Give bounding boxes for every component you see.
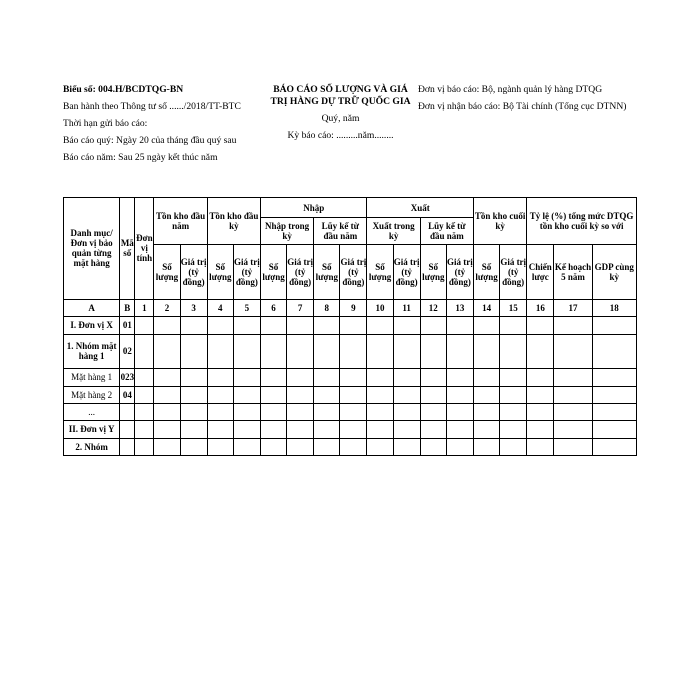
empty-cell xyxy=(474,386,500,403)
empty-cell xyxy=(446,317,473,334)
grp-ratio-header: Tỷ lệ (%) tổng mức DTQG tồn kho cuối kỳ so với xyxy=(527,198,637,245)
index-cell: 2 xyxy=(154,299,180,316)
empty-cell xyxy=(340,334,367,369)
empty-cell xyxy=(592,334,636,369)
empty-cell xyxy=(446,334,473,369)
empty-cell xyxy=(420,334,446,369)
sub-val-header: Giá trị (tỷ đồng) xyxy=(180,244,207,299)
report-title: BÁO CÁO SỐ LƯỢNG VÀ GIÁ TRỊ HÀNG DỰ TRỮ QUỐC GIA xyxy=(270,84,411,107)
index-row xyxy=(64,299,637,316)
empty-cell xyxy=(393,386,420,403)
empty-cell xyxy=(314,334,340,369)
empty-cell xyxy=(393,438,420,455)
sub-val-header: Giá trị (tỷ đồng) xyxy=(500,244,527,299)
empty-cell xyxy=(180,403,207,420)
empty-cell xyxy=(527,334,554,369)
empty-cell xyxy=(527,369,554,386)
grp-import-header: Nhập xyxy=(260,198,367,218)
empty-cell xyxy=(340,421,367,438)
index-cell: B xyxy=(120,299,135,316)
empty-cell xyxy=(592,403,636,420)
row-label: 2. Nhóm xyxy=(64,438,120,455)
index-cell: 18 xyxy=(592,299,636,316)
sub-plan-header: Kế hoạch 5 năm xyxy=(554,244,592,299)
empty-cell xyxy=(367,386,393,403)
grp-opening-header: Tồn kho đầu năm xyxy=(154,198,207,245)
issued-by: Ban hành theo Thông tư số ....../2018/TT-BTC xyxy=(63,101,241,112)
row-label: I. Đơn vị X xyxy=(64,317,120,334)
empty-cell xyxy=(592,386,636,403)
empty-cell xyxy=(340,386,367,403)
report-period: Kỳ báo cáo: .........năm........ xyxy=(287,130,394,141)
empty-cell xyxy=(446,369,473,386)
sub-qty-header: Số lượng xyxy=(314,244,340,299)
empty-cell xyxy=(180,386,207,403)
deadline-quarter: Báo cáo quý: Ngày 20 của tháng đầu quý sau xyxy=(63,135,237,146)
empty-cell xyxy=(554,438,592,455)
empty-cell xyxy=(260,334,286,369)
row-code xyxy=(120,421,135,438)
grp-start-period-header: Tồn kho đầu kỳ xyxy=(207,198,260,245)
empty-cell xyxy=(592,369,636,386)
empty-cell xyxy=(527,438,554,455)
empty-cell xyxy=(500,386,527,403)
empty-cell xyxy=(135,369,154,386)
empty-cell xyxy=(135,421,154,438)
index-cell: A xyxy=(64,299,120,316)
empty-cell xyxy=(233,386,260,403)
empty-cell xyxy=(592,438,636,455)
sub-qty-header: Số lượng xyxy=(367,244,393,299)
empty-cell xyxy=(207,438,233,455)
table-row xyxy=(64,386,637,403)
empty-cell xyxy=(420,369,446,386)
empty-cell xyxy=(527,317,554,334)
empty-cell xyxy=(135,317,154,334)
empty-cell xyxy=(554,386,592,403)
empty-cell xyxy=(500,317,527,334)
sub-qty-header: Số lượng xyxy=(420,244,446,299)
empty-cell xyxy=(367,438,393,455)
empty-cell xyxy=(420,386,446,403)
empty-cell xyxy=(554,403,592,420)
sub-gdp-header: GDP cùng kỳ xyxy=(592,244,636,299)
empty-cell xyxy=(207,317,233,334)
header-right xyxy=(418,84,643,118)
empty-cell xyxy=(260,403,286,420)
empty-cell xyxy=(367,334,393,369)
grp-import-cum-header: Lũy kế từ đầu năm xyxy=(314,218,367,245)
empty-cell xyxy=(500,438,527,455)
empty-cell xyxy=(287,369,314,386)
empty-cell xyxy=(180,421,207,438)
header-left xyxy=(63,84,263,169)
index-cell: 5 xyxy=(233,299,260,316)
empty-cell xyxy=(233,334,260,369)
empty-cell xyxy=(314,438,340,455)
empty-cell xyxy=(527,386,554,403)
empty-cell xyxy=(180,317,207,334)
sub-val-header: Giá trị (tỷ đồng) xyxy=(393,244,420,299)
empty-cell xyxy=(474,334,500,369)
empty-cell xyxy=(393,369,420,386)
empty-cell xyxy=(314,421,340,438)
grp-export-header: Xuất xyxy=(367,198,474,218)
empty-cell xyxy=(314,403,340,420)
row-code xyxy=(120,403,135,420)
empty-cell xyxy=(314,317,340,334)
empty-cell xyxy=(554,369,592,386)
empty-cell xyxy=(180,334,207,369)
row-code: 023 xyxy=(120,369,135,386)
index-cell: 16 xyxy=(527,299,554,316)
empty-cell xyxy=(233,421,260,438)
sub-val-header: Giá trị (tỷ đồng) xyxy=(233,244,260,299)
row-label: ... xyxy=(64,403,120,420)
col-code-header: Mã số xyxy=(120,198,135,300)
report-table xyxy=(63,197,637,456)
empty-cell xyxy=(340,317,367,334)
header-center xyxy=(268,84,413,147)
empty-cell xyxy=(367,403,393,420)
empty-cell xyxy=(393,334,420,369)
empty-cell xyxy=(154,438,180,455)
empty-cell xyxy=(287,317,314,334)
empty-cell xyxy=(500,369,527,386)
empty-cell xyxy=(340,403,367,420)
empty-cell xyxy=(207,386,233,403)
index-cell: 10 xyxy=(367,299,393,316)
empty-cell xyxy=(207,334,233,369)
index-cell: 13 xyxy=(446,299,473,316)
empty-cell xyxy=(233,403,260,420)
sub-qty-header: Số lượng xyxy=(260,244,286,299)
grp-export-period-header: Xuất trong kỳ xyxy=(367,218,420,245)
empty-cell xyxy=(420,421,446,438)
empty-cell xyxy=(446,438,473,455)
empty-cell xyxy=(474,403,500,420)
table-row xyxy=(64,369,637,386)
row-label: Mặt hàng 2 xyxy=(64,386,120,403)
empty-cell xyxy=(527,421,554,438)
empty-cell xyxy=(554,421,592,438)
index-cell: 11 xyxy=(393,299,420,316)
empty-cell xyxy=(420,317,446,334)
empty-cell xyxy=(135,438,154,455)
empty-cell xyxy=(554,317,592,334)
sub-qty-header: Số lượng xyxy=(207,244,233,299)
empty-cell xyxy=(135,403,154,420)
index-cell: 7 xyxy=(287,299,314,316)
sub-val-header: Giá trị (tỷ đồng) xyxy=(340,244,367,299)
index-cell: 3 xyxy=(180,299,207,316)
col-category-header: Danh mục/Đơn vị bảo quản từng mặt hàng xyxy=(64,198,120,300)
row-code: 02 xyxy=(120,334,135,369)
empty-cell xyxy=(446,386,473,403)
empty-cell xyxy=(474,438,500,455)
index-cell: 12 xyxy=(420,299,446,316)
empty-cell xyxy=(340,438,367,455)
empty-cell xyxy=(367,317,393,334)
empty-cell xyxy=(287,438,314,455)
empty-cell xyxy=(314,369,340,386)
empty-cell xyxy=(393,421,420,438)
empty-cell xyxy=(367,369,393,386)
empty-cell xyxy=(260,386,286,403)
report-period-label: Quý, năm xyxy=(321,113,360,124)
row-code: 04 xyxy=(120,386,135,403)
sub-strategy-header: Chiến lược xyxy=(527,244,554,299)
empty-cell xyxy=(287,403,314,420)
empty-cell xyxy=(135,386,154,403)
sub-qty-header: Số lượng xyxy=(154,244,180,299)
empty-cell xyxy=(180,438,207,455)
sub-qty-header: Số lượng xyxy=(474,244,500,299)
row-label: 1. Nhóm mặt hàng 1 xyxy=(64,334,120,369)
empty-cell xyxy=(554,334,592,369)
empty-cell xyxy=(154,386,180,403)
empty-cell xyxy=(260,317,286,334)
empty-cell xyxy=(592,317,636,334)
empty-cell xyxy=(393,403,420,420)
sub-val-header: Giá trị (tỷ đồng) xyxy=(446,244,473,299)
grp-export-cum-header: Lũy kế từ đầu năm xyxy=(420,218,473,245)
index-cell: 8 xyxy=(314,299,340,316)
empty-cell xyxy=(446,403,473,420)
table-row xyxy=(64,317,637,334)
col-unit-header: Đơn vị tính xyxy=(135,198,154,300)
index-cell: 15 xyxy=(500,299,527,316)
empty-cell xyxy=(367,421,393,438)
table-row xyxy=(64,403,637,420)
form-code: Biểu số: 004.H/BCDTQG-BN xyxy=(63,84,184,95)
empty-cell xyxy=(446,421,473,438)
empty-cell xyxy=(287,386,314,403)
empty-cell xyxy=(180,369,207,386)
empty-cell xyxy=(207,403,233,420)
index-cell: 17 xyxy=(554,299,592,316)
empty-cell xyxy=(233,438,260,455)
empty-cell xyxy=(474,317,500,334)
empty-cell xyxy=(420,438,446,455)
empty-cell xyxy=(287,421,314,438)
empty-cell xyxy=(260,438,286,455)
index-cell: 4 xyxy=(207,299,233,316)
grp-closing-header: Tồn kho cuối kỳ xyxy=(474,198,527,245)
empty-cell xyxy=(314,386,340,403)
index-cell: 1 xyxy=(135,299,154,316)
row-label: II. Đơn vị Y xyxy=(64,421,120,438)
empty-cell xyxy=(474,369,500,386)
empty-cell xyxy=(500,403,527,420)
empty-cell xyxy=(592,421,636,438)
deadline-title: Thời hạn gửi báo cáo: xyxy=(63,118,148,129)
empty-cell xyxy=(527,403,554,420)
empty-cell xyxy=(233,369,260,386)
grp-import-period-header: Nhập trong kỳ xyxy=(260,218,313,245)
empty-cell xyxy=(154,317,180,334)
empty-cell xyxy=(154,334,180,369)
empty-cell xyxy=(500,421,527,438)
index-cell: 6 xyxy=(260,299,286,316)
table-row xyxy=(64,438,637,455)
receiving-unit: Đơn vị nhận báo cáo: Bộ Tài chính (Tổng cục DTNN) xyxy=(418,101,627,112)
empty-cell xyxy=(260,421,286,438)
row-label: Mặt hàng 1 xyxy=(64,369,120,386)
empty-cell xyxy=(207,369,233,386)
empty-cell xyxy=(207,421,233,438)
empty-cell xyxy=(474,421,500,438)
empty-cell xyxy=(500,334,527,369)
empty-cell xyxy=(233,317,260,334)
empty-cell xyxy=(154,421,180,438)
row-code xyxy=(120,438,135,455)
empty-cell xyxy=(420,403,446,420)
sub-val-header: Giá trị (tỷ đồng) xyxy=(287,244,314,299)
index-cell: 14 xyxy=(474,299,500,316)
empty-cell xyxy=(154,403,180,420)
empty-cell xyxy=(260,369,286,386)
empty-cell xyxy=(154,369,180,386)
row-code: 01 xyxy=(120,317,135,334)
table-row xyxy=(64,421,637,438)
deadline-year: Báo cáo năm: Sau 25 ngày kết thúc năm xyxy=(63,152,218,163)
empty-cell xyxy=(287,334,314,369)
empty-cell xyxy=(135,334,154,369)
empty-cell xyxy=(340,369,367,386)
reporting-unit: Đơn vị báo cáo: Bộ, ngành quản lý hàng DTQG xyxy=(418,84,603,95)
table-row xyxy=(64,334,637,369)
empty-cell xyxy=(393,317,420,334)
index-cell: 9 xyxy=(340,299,367,316)
